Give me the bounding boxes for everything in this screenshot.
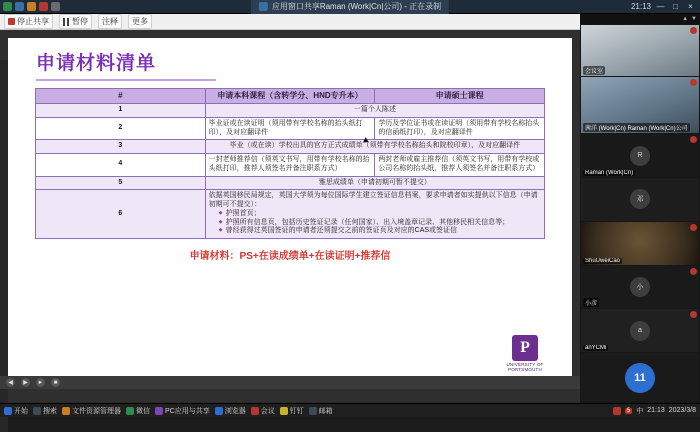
slide-title: 申请材料清单 [36, 53, 157, 74]
annotate-button[interactable] [98, 14, 122, 29]
participant-name: anYCMi [585, 345, 607, 352]
search-icon [33, 407, 41, 415]
taskbar-label: 文件资源管理器 [72, 407, 121, 415]
row-index: 5 [36, 176, 206, 190]
video-tile[interactable] [581, 25, 699, 76]
header-index: # [36, 89, 206, 104]
mic-muted-icon [690, 136, 697, 143]
taskbar-label: 钉钉 [289, 407, 304, 415]
row-index: 2 [36, 117, 206, 140]
video-tile[interactable] [581, 309, 699, 352]
row-visa-intro: 依据英国移民局规定，英国大学须为每位国际学生建立签证信息档案，要求申请者如实提供以下信息（申请初期可不提交）： [208, 192, 538, 208]
participant-name: 茜洋 (Work|Cn) Raman (Work|Cn)公司 [583, 123, 690, 132]
taskbar-label: 搜索 [43, 407, 57, 415]
participant-name: Raman (Work|Cn) [585, 169, 634, 176]
mic-muted-icon [690, 311, 697, 318]
taskbar-label: 开始 [14, 407, 28, 415]
row-visa-info [205, 190, 544, 239]
chevron-left-icon[interactable]: ◀ [6, 378, 15, 387]
taskbar-item-start[interactable] [4, 406, 28, 416]
taskbar-item-explorer[interactable] [62, 406, 121, 416]
dingtalk-icon [280, 407, 288, 415]
requirements-table [35, 88, 545, 239]
window-titlebar [0, 0, 700, 14]
stop-icon [8, 18, 15, 25]
header-master: 申请硕士课程 [375, 89, 545, 104]
tray-date[interactable]: 2023/3/8 [668, 407, 696, 414]
close-button[interactable]: × [688, 2, 693, 11]
window-controls [631, 2, 700, 11]
taskbar-label: 会议 [260, 407, 275, 415]
rail-collapse-icon[interactable]: ▲ [682, 16, 689, 22]
system-tray [613, 406, 696, 416]
avatar: a [630, 321, 650, 341]
annotate-label: 注释 [102, 17, 118, 26]
taskbar-item-meeting[interactable] [251, 406, 275, 416]
pause-label: 暂停 [72, 17, 88, 26]
chevron-right-icon[interactable]: ▶ [21, 378, 30, 387]
table-row [36, 104, 545, 118]
row-merged-text: 毕业（或在读）学校出具的官方正式成绩单（须带有学校名称抬头和院校印章），及对应翻译件 [205, 140, 544, 154]
logo-mark-icon: P [512, 335, 538, 361]
rail-header [580, 14, 700, 24]
taskbar-label: PC应用与共享 [165, 407, 210, 415]
app-icon-1[interactable] [3, 2, 12, 11]
pause-button[interactable] [59, 14, 92, 29]
more-button[interactable] [128, 14, 152, 29]
row-merged-text: 雅思成绩单（申请初期可暂不提交） [205, 176, 544, 190]
avatar: 邓 [630, 189, 650, 209]
pause-icon [63, 18, 70, 26]
taskbar-item-search[interactable] [33, 406, 57, 416]
taskbar-item-mail[interactable] [309, 406, 333, 416]
row-index: 1 [36, 104, 206, 118]
tray-badge: 5 [626, 407, 631, 414]
table-row [36, 190, 545, 239]
maximize-button[interactable]: □ [673, 2, 678, 11]
participant-name: 小彦 [583, 298, 599, 307]
taskbar-label: 邮箱 [318, 407, 333, 415]
rail-expand-icon[interactable]: ▼ [691, 16, 697, 22]
mic-muted-icon [690, 27, 697, 34]
stop-share-label: 停止共享 [17, 17, 49, 26]
row-index: 3 [36, 140, 206, 154]
table-row [36, 154, 545, 177]
start-icon [4, 407, 12, 415]
taskbar-item-share[interactable] [155, 406, 210, 416]
titlebar-left-icons [0, 2, 60, 11]
app-icon-2[interactable] [15, 2, 24, 11]
row-undergrad-text: 一封老师推荐信（须英文书写，用带有学校名称的抬头纸打印，推荐人须签名并备注职系方式） [205, 154, 375, 177]
visa-bullet-list [209, 210, 541, 236]
clock-label: 21:13 [630, 2, 651, 11]
presentation-slide [8, 38, 572, 378]
play-icon[interactable]: ► [37, 379, 44, 386]
avatar: 小 [630, 277, 650, 297]
list-item: ◆ 护照首页； [219, 210, 541, 219]
tray-notification-icon[interactable] [613, 407, 621, 415]
grid-icon[interactable]: ■ [51, 378, 60, 387]
university-logo [496, 335, 554, 372]
shared-window-title-text: 应用窗口共享Raman (Work|Cn|公司) - 正在录制 [271, 2, 442, 11]
taskbar-label: 浏览器 [224, 407, 246, 415]
list-item: ◆ 曾经获得过英国签证的申请者还须提交之前的签证页及对应的CAS或签证信 [219, 227, 541, 236]
app-icon-4[interactable] [39, 2, 48, 11]
video-tile[interactable] [581, 222, 699, 265]
more-label: 更多 [132, 17, 148, 26]
share-icon [259, 2, 268, 11]
taskbar-item-dingtalk[interactable] [280, 406, 304, 416]
windows-taskbar [0, 403, 700, 417]
logo-caption: UNIVERSITY OF PORTSMOUTH [506, 362, 544, 372]
row-index: 6 [36, 190, 206, 239]
row-merged-text: 一篇个人陈述 [205, 104, 544, 118]
table-header-row [36, 89, 545, 104]
ime-indicator[interactable]: 中 [636, 407, 644, 415]
table-row [36, 140, 545, 154]
title-underline [36, 79, 216, 81]
stop-share-button[interactable] [4, 14, 53, 29]
header-undergrad: 申请本科课程（含转学分、HND专升本） [205, 89, 375, 104]
table-row [36, 176, 545, 190]
participant-name: ShuUweiCao [585, 257, 621, 264]
folder-icon [62, 407, 70, 415]
app-icon-5[interactable] [51, 2, 60, 11]
video-tile[interactable] [581, 77, 699, 133]
mic-muted-icon [690, 224, 697, 231]
tray-time[interactable]: 21:13 [647, 407, 665, 414]
row-master-text: 学历及学位证书或在读证明（须用带有学校名称抬头的信函纸打印），及对应翻译件 [375, 117, 545, 140]
slide-footer-note: 申请材料：PS+在读成绩单+在读证明+推荐信 [189, 251, 391, 262]
video-tile[interactable] [581, 178, 699, 221]
list-item: ◆ 护照所有信息页，包括历史签证记录（任何国家）、出入境盖章记录、其他移民相关信息等； [219, 219, 541, 228]
mic-muted-icon [690, 268, 697, 275]
taskbar-label: 微信 [136, 407, 150, 415]
share-app-icon [155, 407, 163, 415]
avatar: R [630, 146, 650, 166]
row-index: 4 [36, 154, 206, 177]
meeting-icon [251, 407, 259, 415]
table-row [36, 117, 545, 140]
video-tile[interactable] [581, 134, 699, 177]
video-tile[interactable] [581, 266, 699, 309]
browser-icon [215, 407, 223, 415]
more-participants-tile[interactable] [581, 353, 699, 402]
shared-content-stage [0, 30, 580, 402]
app-icon-3[interactable] [27, 2, 36, 11]
minimize-button[interactable]: — [656, 2, 665, 11]
wechat-icon [126, 407, 134, 415]
row-undergrad-text: 毕业证或在读证明（须用带有学校名称的抬头纸打印），及对应翻译件 [205, 117, 375, 140]
participant-video-rail [580, 14, 700, 403]
participant-name: 会议室 [583, 66, 605, 75]
row-master-text: 两封老师或雇主推荐信（须英文书写，用带有学校或公司名称的抬头纸，推荐人须签名并备注职系方式） [375, 154, 545, 177]
mic-muted-icon [690, 79, 697, 86]
participant-count-badge: 11 [625, 363, 655, 393]
mail-icon [309, 407, 317, 415]
slide-navigation-bar [0, 376, 580, 389]
shared-window-title [251, 0, 449, 14]
taskbar-item-browser[interactable] [215, 406, 246, 416]
taskbar-item-wechat[interactable] [126, 406, 150, 416]
